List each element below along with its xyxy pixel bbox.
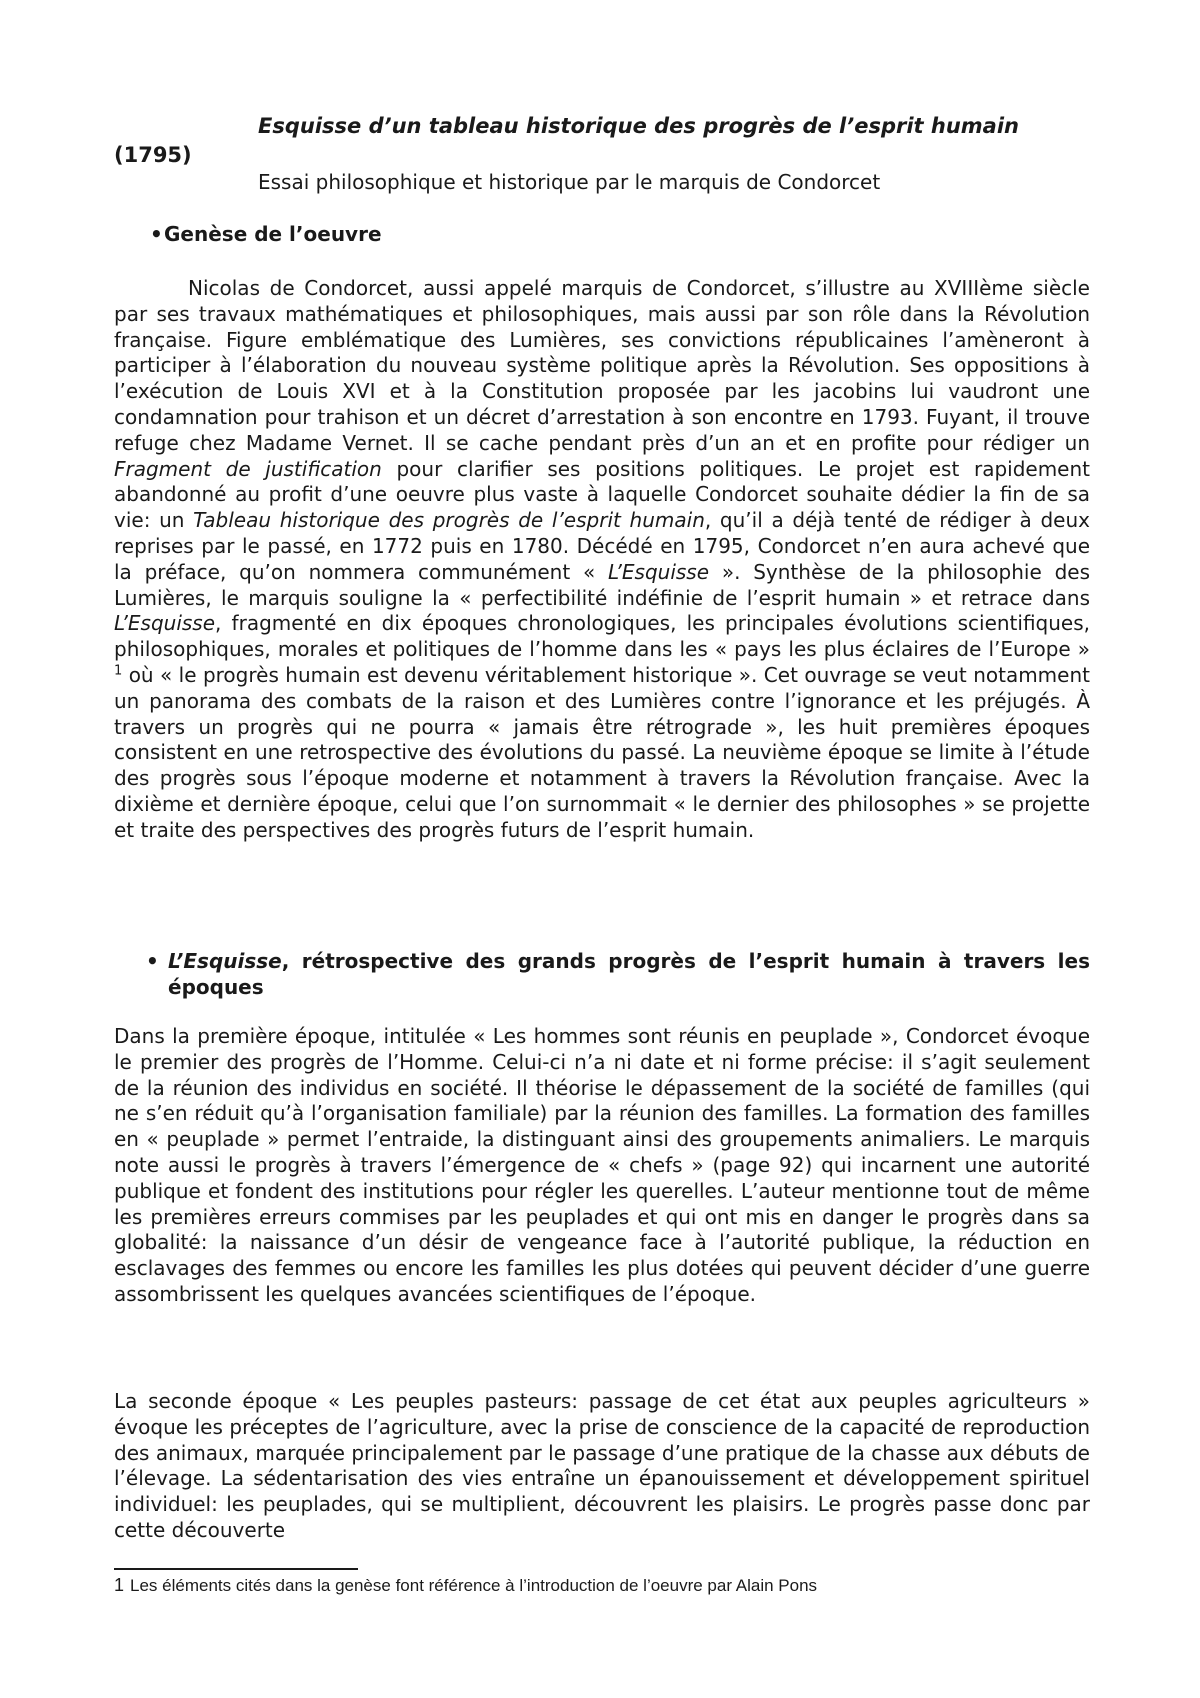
text-run: ». Synthèse de la philosophie des Lumières, le marquis souligne la « perfectibilité indéfinie de l’esprit humain » et retrace dans	[114, 559, 1090, 610]
paragraph-premiere-epoque: Dans la première époque, intitulée « Les hommes sont réunis en peuplade », Condorcet évoque le premier des progrès de l’Homme. Celui-ci n’a ni date et ni forme précise: il s’agit seulement de la réunion des individus en société. Il théorise le dépassement de la société de familles (qui ne s’en réduit qu’à l’organisation familiale) par la réunion des familles. La formation des familles en « peuplade » permet l’entraide, la distinguant ainsi des groupements animaliers. Le marquis note aussi le progrès à travers l’émergence de « chefs » (page 92) qui incarnent une autorité publique et fondent des institutions pour régler les querelles. L’auteur mentionne tout de même les premières erreurs commises par les peuplades et qui ont mis en danger le progrès dans sa globalité: la naissance d’un désir de vengeance face à l’autorité publique, la réduction en esclavages des femmes ou encore les familles les plus dotées qui peuvent décider d’une guerre assombrissent les quelques avancées scientifiques de l’époque.	[114, 1024, 1090, 1306]
section-heading-genese	[150, 222, 382, 246]
italic-run: L’Esquisse	[608, 559, 710, 584]
text-run: , rétrospective des grands progrès de l’esprit humain à travers les époques	[168, 949, 1090, 999]
italic-run: L’Esquisse	[114, 611, 216, 636]
footnote-text: Les éléments cités dans la genèse font référence à l’introduction de l’oeuvre par Alain Pons	[130, 1576, 818, 1595]
italic-run: Fragment de justification	[114, 456, 382, 481]
document-year: (1795)	[114, 143, 192, 167]
italic-run: L’Esquisse	[168, 949, 282, 973]
bullet-icon: •	[146, 949, 159, 973]
section-heading-esquisse	[146, 948, 1090, 1000]
document-subtitle: Essai philosophique et historique par le marquis de Condorcet	[258, 170, 881, 194]
footnote-number: 1	[114, 1575, 125, 1595]
footnote-reference[interactable]: 1	[114, 663, 123, 679]
text-run: pour clarifier ses positions politiques. Le projet est rapidement abandonné au profit d’une oeuvre plus vaste à laquelle Condorcet souhaite dédier la fin de sa vie: un	[114, 456, 1091, 533]
paragraph-genese	[114, 276, 1090, 844]
section-heading-text: Genèse de l’oeuvre	[164, 222, 382, 246]
text-run: où « le progrès humain est devenu véritablement historique ». Cet ouvrage se veut notamment un panorama des combats de la raison et des Lumières contre l’ignorance et les préjugés. À travers un progrès qui ne pourra « jamais être rétrograde », les huit premières époques consistent en une retrospective des évolutions du passé. La neuvième époque se limite à l’étude des progrès sous l’époque moderne et notamment à travers la Révolution française. Avec la dixième et dernière époque, celui que l’on surnommait « le dernier des philosophes » se projette et traite des perspectives des progrès futurs de l’esprit humain.	[114, 662, 1090, 842]
footnote	[114, 1575, 1114, 1596]
document-title: Esquisse d’un tableau historique des progrès de l’esprit humain	[258, 114, 1020, 138]
bullet-icon: •	[150, 222, 163, 246]
paragraph-seconde-epoque: La seconde époque « Les peuples pasteurs: passage de cet état aux peuples agriculteurs » évoque les préceptes de l’agriculture, avec la prise de conscience de la capacité de reproduction des animaux, marquée principalement par le passage d’une pratique de la chasse aux débuts de l’élevage. La sédentarisation des vies entraîne un épanouissement et développement spirituel individuel: les peuplades, qui se multiplient, découvrent les plaisirs. Le progrès passe donc par cette découverte	[114, 1389, 1090, 1542]
text-run: , fragmenté en dix époques chronologiques, les principales évolutions scientifiques, philosophiques, morales et politiques de l’homme dans les « pays les plus éclaires de l’Europe »	[114, 611, 1090, 662]
text-run: Nicolas de Condorcet, aussi appelé marquis de Condorcet, s’illustre au XVIIIème siècle par ses travaux mathématiques et philosophiques, mais aussi par son rôle dans la Révolution française. Figure emblématique des Lumières, ses convictions républicaines l’amèneront à participer à l’élaboration du nouveau système politique après la Révolution. Ses oppositions à l’exécution de Louis XVI et à la Constitution proposée par les jacobins lui vaudront une condamnation pour trahison et un décret d’arrestation à son encontre en 1793. Fuyant, il trouve refuge chez Madame Vernet. Il se cache pendant près d’un an et en profite pour rédiger un	[114, 276, 1090, 455]
footnote-separator	[114, 1568, 358, 1570]
italic-run: Tableau historique des progrès de l’esprit humain	[193, 508, 705, 533]
section-heading-text	[146, 948, 1090, 1000]
text-run: , qu’il a déjà tenté de rédiger à deux reprises par le passé, en 1772 puis en 1780. Décédé en 1795, Condorcet n’en aura achevé que la préface, qu’on nommera communément «	[114, 508, 1090, 584]
